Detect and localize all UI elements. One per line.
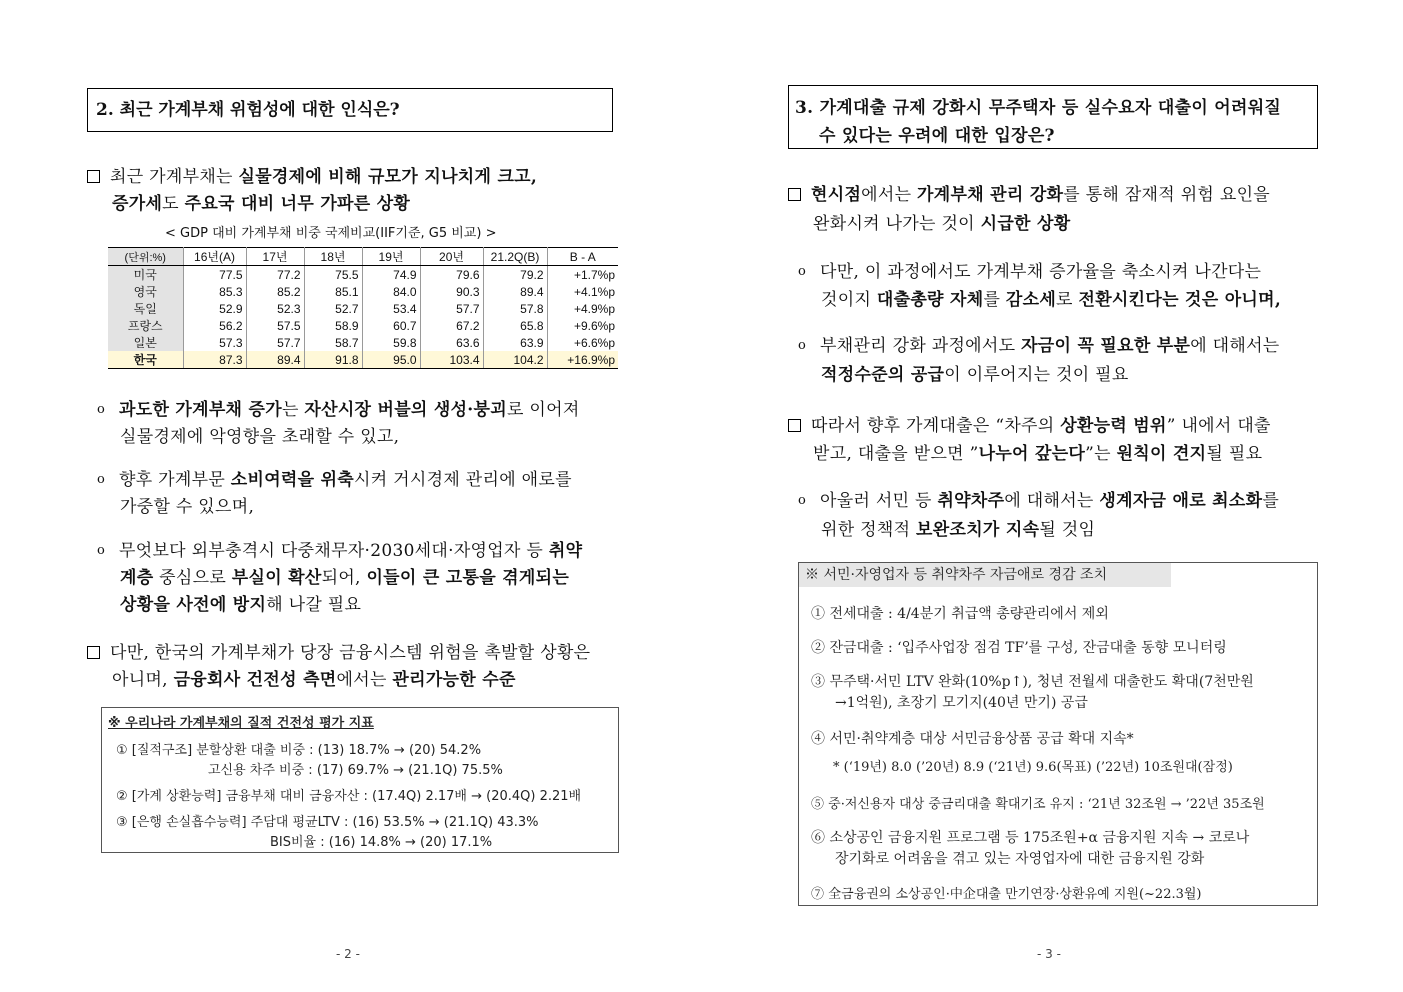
table-header-cell: 18년 bbox=[304, 248, 362, 266]
table-cell-country: 미국 bbox=[108, 266, 183, 284]
table-cell: 57.5 bbox=[246, 317, 304, 334]
table-row bbox=[108, 334, 618, 351]
table-cell: 58.9 bbox=[304, 317, 362, 334]
table-row bbox=[108, 300, 618, 317]
r-bullet-2-line2: 적정수준의 공급이 이루어지는 것이 필요 bbox=[821, 365, 1129, 385]
circle-bullet-icon: o bbox=[97, 472, 106, 487]
note-item-3: ③ [은행 손실흡수능력] 주담대 평균LTV : (16) 53.5% → (21.1Q) 43.3% bbox=[116, 815, 539, 830]
r-paragraph-1-line1: 현시점에서는 가계부채 관리 강화를 통해 잠재적 위험 요인을 bbox=[788, 180, 1270, 205]
paragraph-2-line1: 다만, 한국의 가계부채가 당장 금융시스템 위험을 촉발할 상황은 bbox=[87, 638, 590, 663]
table-cell: 67.2 bbox=[420, 317, 483, 334]
table-cell: 57.7 bbox=[420, 300, 483, 317]
r-bullet-3-line1: o 아울러 서민 등 취약차주에 대해서는 생계자금 애로 최소화를 bbox=[798, 491, 1280, 511]
bullet-2-line2: 가중할 수 있으며, bbox=[120, 497, 255, 517]
note-item-1b: 고신용 차주 비중 : (17) 69.7% → (21.1Q) 75.5% bbox=[208, 763, 503, 778]
table-row bbox=[108, 351, 618, 369]
table-row bbox=[108, 266, 618, 284]
circle-bullet-icon: o bbox=[798, 264, 807, 279]
table-cell: 77.5 bbox=[183, 266, 246, 284]
table-cell: +1.7%p bbox=[573, 267, 615, 282]
table-cell: 57.8 bbox=[483, 300, 547, 317]
table-cell: +6.6%p bbox=[573, 335, 615, 350]
table-cell: 85.3 bbox=[183, 283, 246, 300]
note-item-1: ① [질적구조] 분할상환 대출 비중 : (13) 18.7% → (20) 54.2% bbox=[116, 743, 482, 758]
table-cell: 58.7 bbox=[304, 334, 362, 351]
table-cell: 104.2 bbox=[483, 351, 547, 369]
table-row bbox=[108, 317, 618, 334]
relief-measures-note-box bbox=[798, 562, 1318, 906]
table-cell: 65.8 bbox=[483, 317, 547, 334]
table-cell: 95.0 bbox=[362, 351, 420, 369]
quality-indicators-note-box bbox=[101, 707, 619, 853]
bullet-2-line1: o 향후 가계부문 소비여력을 위축시켜 거시경제 관리에 애로를 bbox=[97, 470, 572, 490]
circle-bullet-icon: o bbox=[798, 338, 807, 353]
note-item-3: ③ 무주택·서민 LTV 완화(10%p↑), 청년 전월세 대출한도 확대(7천만원 bbox=[811, 674, 1254, 690]
table-row bbox=[108, 283, 618, 300]
note-item-2: ② [가계 상환능력] 금융부채 대비 금융자산 : (17.4Q) 2.17배 → (20.4Q) 2.21배 bbox=[116, 789, 582, 804]
note-item-7: ⑦ 全금융권의 소상공인·中企대출 만기연장·상환유예 지원(~22.3월) bbox=[811, 887, 1202, 902]
table-cell: 91.8 bbox=[304, 351, 362, 369]
table-cell: 75.5 bbox=[304, 266, 362, 284]
table-cell: 56.2 bbox=[183, 317, 246, 334]
table-cell-country: 독일 bbox=[108, 300, 183, 317]
section-heading-2: 2. 최근 가계부채 위험성에 대한 인식은? bbox=[87, 88, 613, 132]
table-cell: 103.4 bbox=[420, 351, 483, 369]
table-cell: 63.6 bbox=[420, 334, 483, 351]
bullet-3-line1: o 무엇보다 외부충격시 다중채무자·2030세대·자영업자 등 취약 bbox=[97, 541, 583, 561]
table-cell: +4.1%p bbox=[573, 284, 615, 299]
note-item-6: ⑥ 소상공인 금융지원 프로그램 등 175조원+α 금융지원 지속 → 코로나 bbox=[811, 830, 1250, 846]
table-cell: 84.0 bbox=[362, 283, 420, 300]
table-header-cell: 20년 bbox=[420, 248, 483, 266]
table-cell: 87.3 bbox=[183, 351, 246, 369]
page-number-right: - 3 - bbox=[1037, 947, 1061, 961]
bullet-3-line3: 상황을 사전에 방지해 나갈 필요 bbox=[120, 595, 362, 615]
table-cell: 77.2 bbox=[246, 266, 304, 284]
table-cell: 90.3 bbox=[420, 283, 483, 300]
table-header-cell: (단위:%) bbox=[108, 248, 183, 266]
note-item-1: ① 전세대출 : 4/4분기 취급액 총량관리에서 제외 bbox=[811, 606, 1109, 622]
paragraph-1-line1: 최근 가계부채는 실물경제에 비해 규모가 지나치게 크고, bbox=[87, 162, 537, 187]
table-cell: 79.2 bbox=[483, 266, 547, 284]
table-cell: 85.1 bbox=[304, 283, 362, 300]
note-title: ※ 우리나라 가계부채의 질적 건전성 평가 지표 bbox=[108, 716, 374, 731]
table-cell: 79.6 bbox=[420, 266, 483, 284]
table-cell: 89.4 bbox=[483, 283, 547, 300]
r-bullet-3-line2: 위한 정책적 보완조치가 지속될 것임 bbox=[821, 520, 1096, 540]
table-cell: 74.9 bbox=[362, 266, 420, 284]
note-item-2: ② 잔금대출 : ‘입주사업장 점검 TF’를 구성, 잔금대출 동향 모니터링 bbox=[811, 640, 1227, 656]
note-item-4b: * (‘19년) 8.0 (’20년) 8.9 (‘21년) 9.6(목표) (’22년) 10조원대(잠정) bbox=[833, 760, 1233, 775]
checkbox-bullet-icon bbox=[788, 188, 801, 201]
table-cell: 59.8 bbox=[362, 334, 420, 351]
bullet-1-line1: o 과도한 가계부채 증가는 자산시장 버블의 생성·붕괴로 이어져 bbox=[97, 400, 580, 420]
bullet-1-line2: 실물경제에 악영향을 초래할 수 있고, bbox=[120, 427, 400, 447]
r-paragraph-2-line2: 받고, 대출을 받으면 ”나누어 갚는다”는 원칙이 견지될 필요 bbox=[813, 444, 1263, 464]
table-header-cell: 21.2Q(B) bbox=[483, 248, 547, 266]
table-header-cell: 19년 bbox=[362, 248, 420, 266]
table-cell-country: 프랑스 bbox=[108, 317, 183, 334]
section-heading-3: 3. 가계대출 규제 강화시 무주택자 등 실수요자 대출이 어려워질 수 있다는 우려에 대한 입장은? bbox=[788, 85, 1318, 149]
page-right bbox=[701, 0, 1402, 992]
table-cell: 57.3 bbox=[183, 334, 246, 351]
table-cell: +9.6%p bbox=[573, 318, 615, 333]
paragraph-1-line2: 증가세도 주요국 대비 너무 가파른 상황 bbox=[112, 194, 411, 214]
note-item-5: ⑤ 중·저신용자 대상 중금리대출 확대기조 유지 : ‘21년 32조원 → ’22년 35조원 bbox=[811, 797, 1265, 812]
table-cell: 89.4 bbox=[246, 351, 304, 369]
circle-bullet-icon: o bbox=[97, 543, 106, 558]
checkbox-bullet-icon bbox=[87, 646, 100, 659]
circle-bullet-icon: o bbox=[97, 402, 106, 417]
note-item-3b: BIS비율 : (16) 14.8% → (20) 17.1% bbox=[270, 835, 493, 850]
page-number-left: - 2 - bbox=[336, 947, 360, 961]
note-item-6b: 장기화로 어려움을 겪고 있는 자영업자에 대한 금융지원 강화 bbox=[835, 851, 1205, 867]
table-cell: 63.9 bbox=[483, 334, 547, 351]
r-paragraph-1-line2: 완화시켜 나가는 것이 시급한 상황 bbox=[813, 214, 1071, 234]
checkbox-bullet-icon bbox=[87, 170, 100, 183]
note-title: ※ 서민·자영업자 등 취약차주 자금애로 경감 조치 bbox=[799, 563, 1171, 587]
bullet-3-line2: 계층 중심으로 부실이 확산되어, 이들이 큰 고통을 겪게되는 bbox=[120, 568, 570, 588]
table-cell: +4.9%p bbox=[573, 301, 615, 316]
checkbox-bullet-icon bbox=[788, 419, 801, 432]
note-item-4: ④ 서민·취약계층 대상 서민금융상품 공급 확대 지속* bbox=[811, 731, 1134, 747]
circle-bullet-icon: o bbox=[798, 493, 807, 508]
table-header-row bbox=[108, 248, 618, 266]
table-cell: 60.7 bbox=[362, 317, 420, 334]
table-cell: 52.9 bbox=[183, 300, 246, 317]
table-cell-country: 한국 bbox=[108, 351, 183, 369]
r-paragraph-2-line1: 따라서 향후 가계대출은 “차주의 상환능력 범위” 내에서 대출 bbox=[788, 411, 1271, 436]
r-bullet-1-line2: 것이지 대출총량 자체를 감소세로 전환시킨다는 것은 아니며, bbox=[821, 290, 1282, 310]
table-header-cell: B - A bbox=[547, 248, 618, 266]
table-cell: 52.7 bbox=[304, 300, 362, 317]
table-cell: +16.9%p bbox=[547, 351, 618, 369]
table-title: < GDP 대비 가계부채 비중 국제비교(IIF기준, G5 비교) > bbox=[165, 226, 497, 241]
table-header-cell: 16년(A) bbox=[183, 248, 246, 266]
table-cell: 52.3 bbox=[246, 300, 304, 317]
table-cell-country: 일본 bbox=[108, 334, 183, 351]
table-cell: 85.2 bbox=[246, 283, 304, 300]
table-cell: 53.4 bbox=[362, 300, 420, 317]
gdp-household-debt-table bbox=[108, 247, 618, 369]
page-left bbox=[0, 0, 701, 992]
table-header-cell: 17년 bbox=[246, 248, 304, 266]
table-cell: 57.7 bbox=[246, 334, 304, 351]
r-bullet-1-line1: o 다만, 이 과정에서도 가계부채 증가율을 축소시켜 나간다는 bbox=[798, 262, 1262, 282]
r-bullet-2-line1: o 부채관리 강화 과정에서도 자금이 꼭 필요한 부분에 대해서는 bbox=[798, 336, 1280, 356]
table-cell-country: 영국 bbox=[108, 283, 183, 300]
note-item-3b: →1억원), 초장기 모기지(40년 만기) 공급 bbox=[835, 695, 1088, 711]
paragraph-2-line2: 아니며, 금융회사 건전성 측면에서는 관리가능한 수준 bbox=[112, 670, 516, 690]
